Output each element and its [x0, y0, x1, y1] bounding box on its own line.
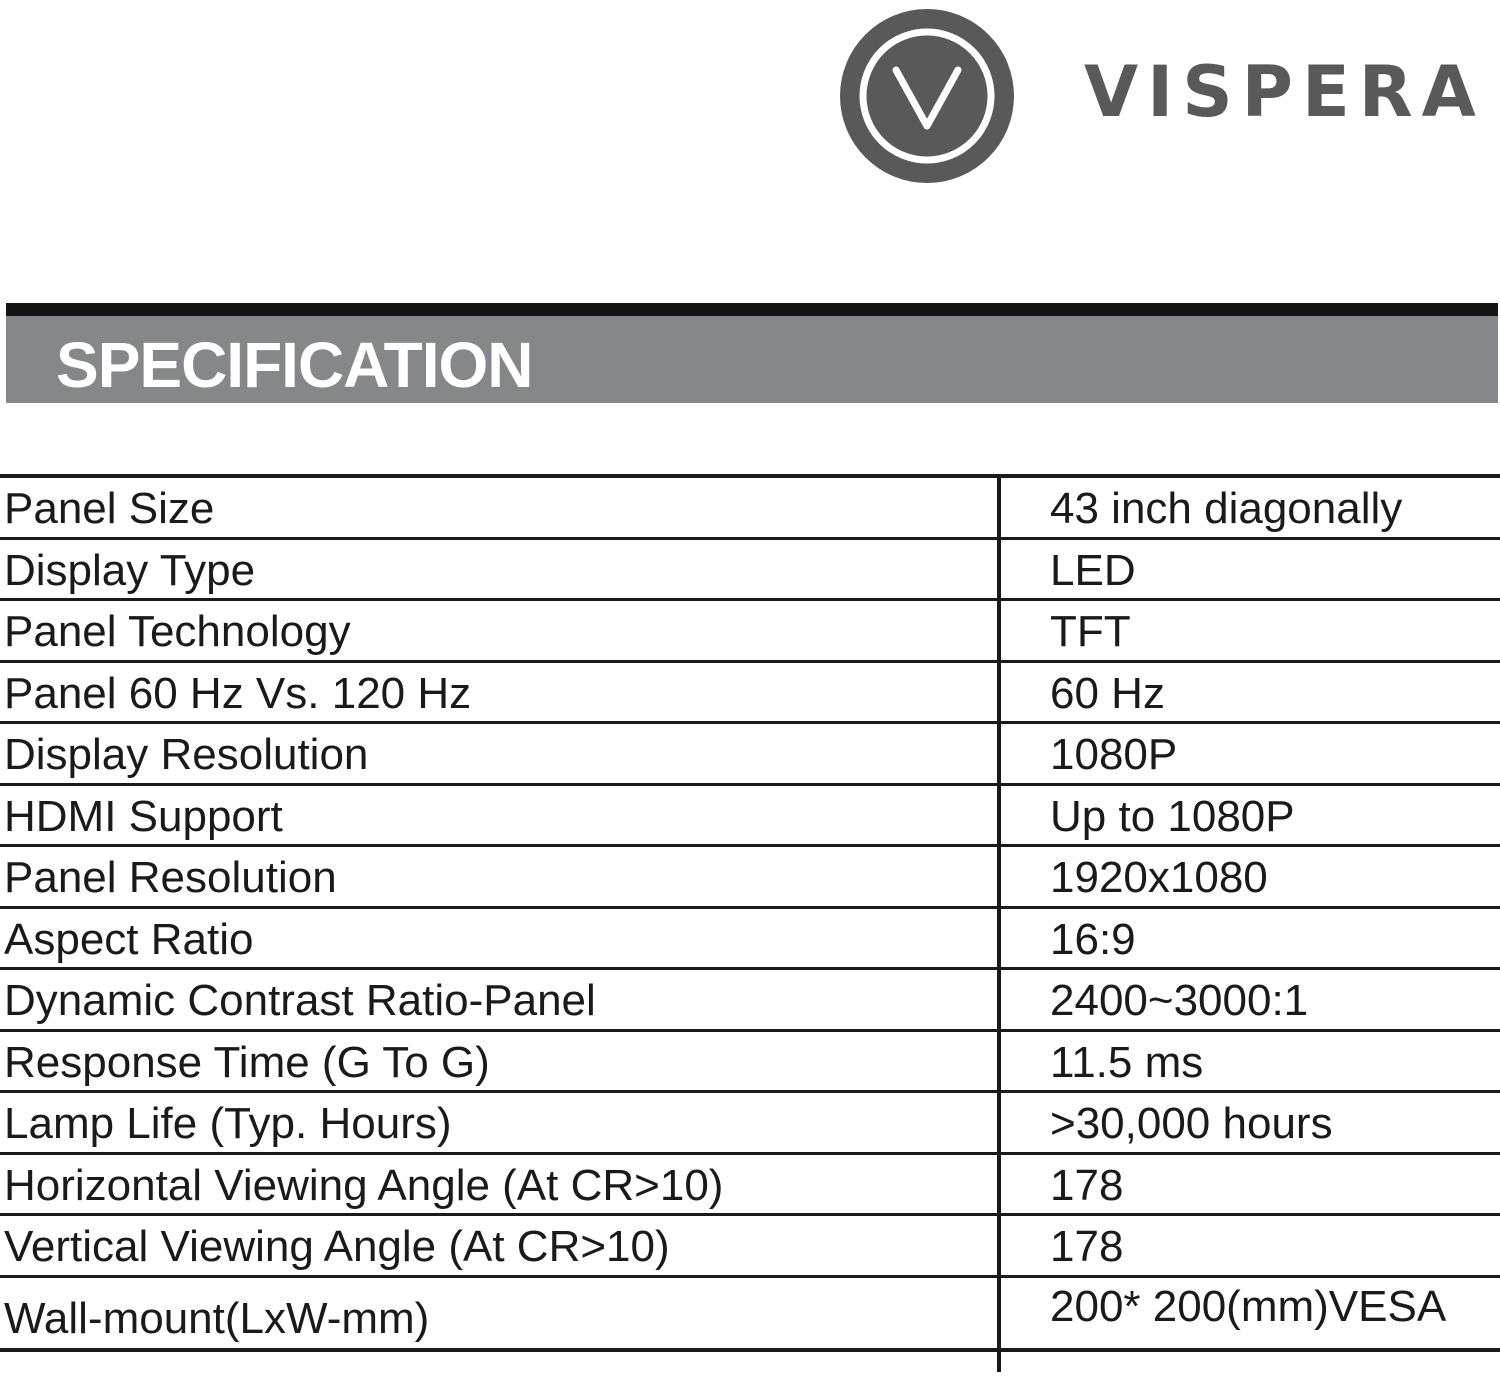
table-row — [0, 1155, 1500, 1217]
spec-value: >30,000 hours — [1050, 1099, 1333, 1148]
specification-header-bar — [6, 303, 1498, 403]
spec-value: 16:9 — [1050, 914, 1136, 964]
column-divider — [997, 474, 1001, 1372]
spec-value: TFT — [1050, 607, 1131, 656]
table-row — [0, 847, 1500, 909]
table-row — [0, 1216, 1500, 1278]
spec-value: 11.5 ms — [1050, 1037, 1204, 1087]
table-row — [0, 724, 1500, 786]
spec-label: Aspect Ratio — [4, 914, 254, 964]
spec-label: Wall-mount(LxW-mm) — [4, 1293, 430, 1343]
table-row — [0, 601, 1500, 663]
spec-value: 200* 200(mm)VESA — [1050, 1281, 1447, 1331]
section-title: SPECIFICATION — [56, 329, 533, 401]
table-row — [0, 1278, 1500, 1352]
circle-v-logo-icon — [838, 8, 1016, 184]
spec-table — [0, 474, 1500, 1352]
spec-label: Panel Resolution — [4, 853, 337, 902]
spec-label: Panel Technology — [4, 607, 351, 656]
spec-label: Panel Size — [4, 484, 215, 533]
spec-label: Display Resolution — [4, 730, 369, 779]
spec-label: Dynamic Contrast Ratio-Panel — [4, 976, 596, 1025]
spec-label: Display Type — [4, 545, 256, 595]
spec-value: 43 inch diagonally — [1050, 484, 1403, 533]
spec-value: 178 — [1050, 1222, 1124, 1271]
table-row — [0, 909, 1500, 971]
table-row — [0, 663, 1500, 725]
spec-label: HDMI Support — [4, 791, 283, 841]
spec-value: 1920x1080 — [1050, 853, 1268, 902]
table-row — [0, 478, 1500, 540]
table-row — [0, 1032, 1500, 1094]
spec-value: LED — [1050, 545, 1136, 595]
spec-label: Panel 60 Hz Vs. 120 Hz — [4, 668, 472, 718]
spec-value: 1080P — [1050, 730, 1178, 779]
table-row — [0, 540, 1500, 602]
spec-label: Lamp Life (Typ. Hours) — [4, 1099, 452, 1148]
spec-value: Up to 1080P — [1050, 791, 1295, 841]
table-row — [0, 786, 1500, 848]
spec-value: 2400~3000:1 — [1050, 976, 1309, 1025]
brand-name: VISPERA — [1084, 51, 1485, 133]
spec-value: 178 — [1050, 1160, 1124, 1210]
table-row — [0, 1093, 1500, 1155]
table-row — [0, 970, 1500, 1032]
spec-label: Vertical Viewing Angle (At CR>10) — [4, 1222, 670, 1271]
brand-header — [838, 8, 1498, 184]
spec-label: Horizontal Viewing Angle (At CR>10) — [4, 1160, 724, 1210]
spec-value: 60 Hz — [1050, 668, 1165, 718]
spec-label: Response Time (G To G) — [4, 1037, 490, 1087]
